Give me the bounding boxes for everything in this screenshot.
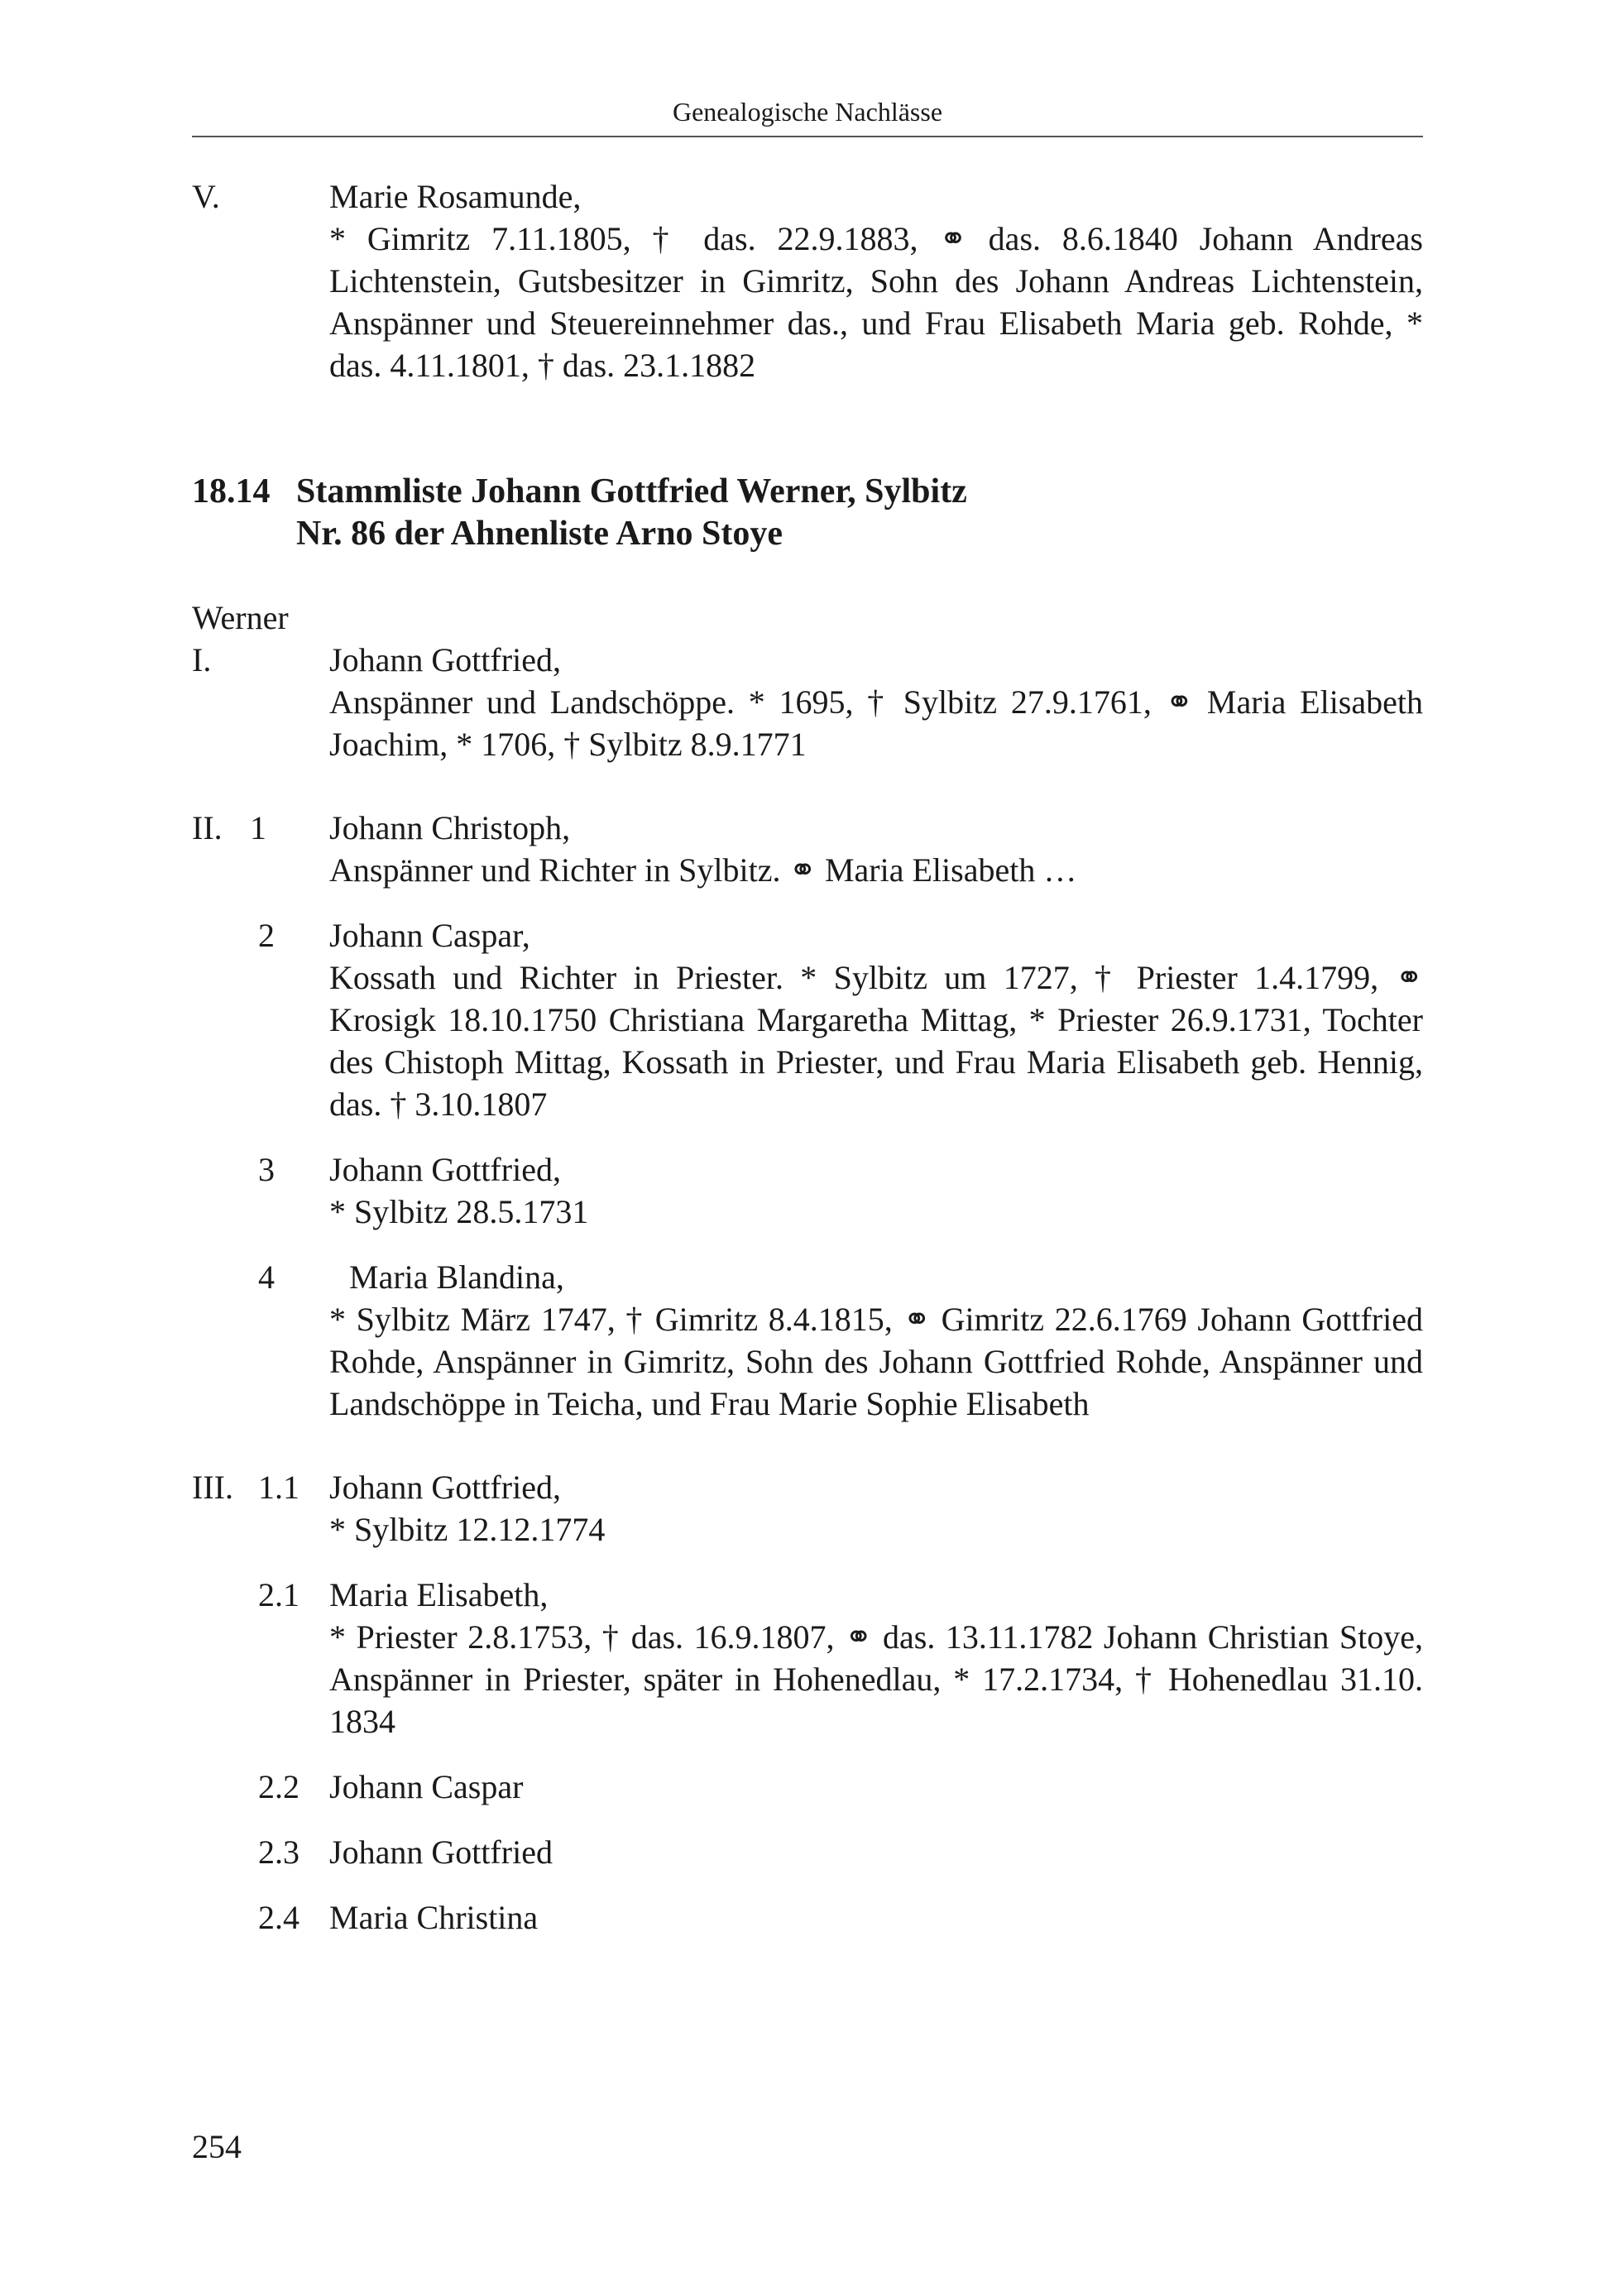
- entry-body: [329, 914, 1423, 1125]
- entry-number: 2.2: [258, 1768, 299, 1805]
- entry-body: [329, 1896, 1423, 1939]
- entry-6: [192, 1466, 1423, 1551]
- entry-number: 3: [258, 1151, 275, 1188]
- entry-body: [329, 1148, 1423, 1233]
- entry-top: [192, 175, 1423, 386]
- page-content: [192, 175, 1423, 1939]
- section-title-line2: Nr. 86 der Ahnenliste Arno Stoye: [296, 515, 783, 553]
- person-name: Johann Gottfried,: [329, 641, 561, 678]
- person-details: Anspänner und Landschöppe. * 1695, † Sylbitz 27.9.1761, ⚭ Maria Elisabeth Joachim, * 1706, † Sylbitz 8.9.1771: [329, 683, 1423, 763]
- person-name: Johann Caspar: [329, 1768, 524, 1805]
- section-title-line1: Stammliste Johann Gottfried Werner, Sylbitz: [296, 472, 967, 510]
- person-name: Johann Christoph,: [329, 809, 571, 846]
- entry-5: [192, 1256, 1423, 1425]
- entry-9: [192, 1831, 1423, 1873]
- running-head: Genealogische Nachlässe: [672, 97, 943, 127]
- person-details: * Sylbitz 12.12.1774: [329, 1511, 606, 1548]
- header-rule: [192, 136, 1423, 137]
- person-details: * Sylbitz März 1747, † Gimritz 8.4.1815, ⚭ Gimritz 22.6.1769 Johann Gottfried Rohde, Anspänner in Gimritz, Sohn des Johann Gottfried Rohde, Anspänner und Landschöppe in Teicha, und Frau Marie Sophie Elisabeth: [329, 1301, 1423, 1422]
- person-details: * Gimritz 7.11.1805, † das. 22.9.1883, ⚭ das. 8.6.1840 Johann Andreas Lichtenstein, Gutsbesitzer in Gimritz, Sohn des Johann Andreas Lichtenstein, Anspänner und Steuereinnehmer das., und Frau Elisabeth Maria geb. Rohde, * das. 4.11.1801, † das. 23.1.1882: [329, 220, 1423, 384]
- person-details: * Sylbitz 28.5.1731: [329, 1193, 589, 1230]
- entry-8: [192, 1766, 1423, 1808]
- entry-number: 4: [258, 1258, 275, 1296]
- entry-number: 2.4: [258, 1899, 299, 1936]
- entry-body: [329, 807, 1423, 891]
- entry-1: [192, 639, 1423, 765]
- generation-label: V.: [192, 178, 220, 215]
- entry-10: [192, 1896, 1423, 1939]
- entry-body: [329, 175, 1423, 386]
- person-name: Marie Rosamunde,: [329, 178, 582, 215]
- entry-body: [329, 1256, 1423, 1425]
- generation-label: I.: [192, 641, 212, 678]
- entry-number: 2.1: [258, 1576, 299, 1613]
- person-name: Maria Christina: [329, 1899, 539, 1936]
- generation-label: III.: [192, 1469, 233, 1506]
- entry-body: [329, 1766, 1423, 1808]
- entry-body: [329, 639, 1423, 765]
- person-details: Kossath und Richter in Priester. * Sylbitz um 1727, † Priester 1.4.1799, ⚭ Krosigk 18.10.1750 Christiana Margaretha Mittag, * Priester 26.9.1731, Tochter des Chistoph Mittag, Kossath in Priester, und Frau Maria Elisabeth geb. Hennig, das. † 3.10.1807: [329, 959, 1423, 1123]
- entry-number: 1.1: [258, 1469, 299, 1506]
- section-number: 18.14: [192, 472, 271, 510]
- person-name: Maria Elisabeth,: [329, 1576, 549, 1613]
- person-name: Johann Gottfried: [329, 1833, 553, 1871]
- entry-3: [192, 914, 1423, 1125]
- section-heading: [192, 471, 1423, 555]
- person-name: Johann Gottfried,: [329, 1151, 561, 1188]
- entry-number: 2.3: [258, 1833, 299, 1871]
- entry-number: 2: [258, 917, 275, 954]
- person-name: Maria Blandina,: [349, 1258, 564, 1296]
- person-details: Anspänner und Richter in Sylbitz. ⚭ Maria Elisabeth …: [329, 851, 1077, 889]
- entry-body: [329, 1574, 1423, 1742]
- generation-label: II.: [192, 809, 223, 846]
- entry-body: [329, 1466, 1423, 1551]
- entry-number: 1: [250, 809, 266, 846]
- page-number: 254: [192, 2128, 242, 2165]
- person-details: * Priester 2.8.1753, † das. 16.9.1807, ⚭ das. 13.11.1782 Johann Christian Stoye, Anspänner in Priester, später in Hohenedlau, * 17.2.1734, † Hohenedlau 31.10. 1834: [329, 1618, 1423, 1740]
- person-name: Johann Caspar,: [329, 917, 530, 954]
- family-name: Werner: [192, 599, 289, 636]
- entry-4: [192, 1148, 1423, 1233]
- entry-body: [329, 1831, 1423, 1873]
- entry-7: [192, 1574, 1423, 1742]
- person-name: Johann Gottfried,: [329, 1469, 561, 1506]
- entry-2: [192, 807, 1423, 891]
